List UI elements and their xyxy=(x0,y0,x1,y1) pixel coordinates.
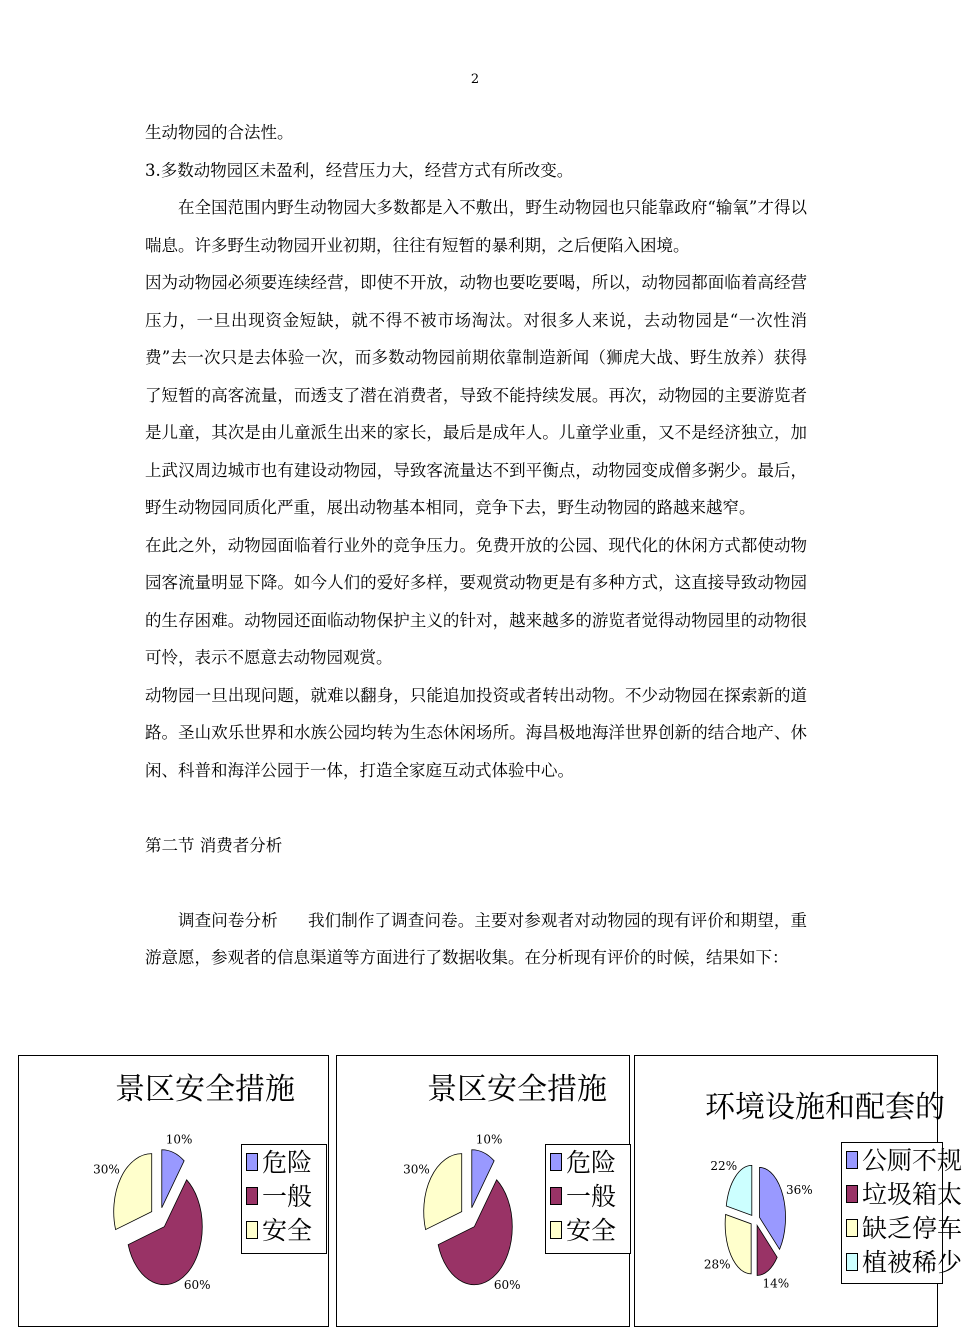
chart-title: 景区安全措施 xyxy=(115,1072,295,1107)
legend-label: 垃圾箱太 xyxy=(862,1179,962,1209)
data-label: 30% xyxy=(403,1162,430,1177)
page-number: 2 xyxy=(470,72,480,87)
legend-swatch xyxy=(550,1221,562,1239)
legend-swatch xyxy=(246,1187,258,1205)
legend-label: 一般 xyxy=(566,1181,617,1211)
legend-label: 危险 xyxy=(262,1147,313,1177)
legend-item xyxy=(842,1143,962,1177)
data-label: 36% xyxy=(786,1183,813,1198)
legend-swatch xyxy=(846,1253,858,1271)
body-text xyxy=(145,114,807,977)
legend-label: 植被稀少 xyxy=(862,1247,962,1277)
pie-chart-3 xyxy=(634,1055,962,1327)
chart-legend xyxy=(545,1144,631,1254)
legend-label: 公厕不规 xyxy=(862,1145,962,1175)
survey-paragraph xyxy=(145,902,807,977)
chart-title: 环境设施和配套的 xyxy=(705,1090,945,1125)
data-label: 10% xyxy=(165,1132,193,1147)
legend-swatch xyxy=(846,1151,858,1169)
legend-item xyxy=(546,1179,630,1213)
section-heading: 第二节 消费者分析 xyxy=(145,835,283,855)
paragraph: 在此之外，动物园面临着行业外的竞争压力。免费开放的公园、现代化的休闲方式都使动物园客流量明显下降。如今人们的爱好多样，要观赏动物更是有多种方式，这直接导致动物园的生存困难。动物园还面临动物保护主义的针对，越来越多的游览者觉得动物园里的动物很可怜，表示不愿意去动物园观赏。 xyxy=(145,535,807,667)
legend-swatch xyxy=(246,1221,258,1239)
legend-item xyxy=(546,1145,630,1179)
paragraph: 因为动物园必须要连续经营，即使不开放，动物也要吃要喝，所以，动物园都面临着高经营压力，一旦出现资金短缺，就不得不被市场淘汰。对很多人来说，去动物园是“一次性消费”去一次只是去体验一次，而多数动物园前期依靠制造新闻（狮虎大战、野生放养）获得了短暂的高客流量，而透支了潜在消费者，导致不能持续发展。再次，动物园的主要游览者是儿童，其次是由儿童派生出来的家长，最后是成年人。儿童学业重，又不是经济独立，加上武汉周边城市也有建设动物园，导致客流量达不到平衡点，动物园变成僧多粥少。最后，野生动物园同质化严重，展出动物基本相同，竞争下去，野生动物园的路越来越窄。 xyxy=(145,273,807,517)
legend-swatch xyxy=(550,1153,562,1171)
legend-label: 危险 xyxy=(566,1147,617,1177)
legend-label: 一般 xyxy=(262,1181,313,1211)
survey-text: 我们制作了调查问卷。主要对参观者对动物园的现有评价和期望，重游意愿，参观者的信息渠道等方面进行了数据收集。在分析现有评价的时候，结果如下： xyxy=(145,910,808,967)
text-line: 生动物园的合法性。 xyxy=(145,123,294,142)
paragraph: 在全国范围内野生动物园大多数都是入不敷出，野生动物园也只能靠政府“输氧”才得以喘息。许多野生动物园开业初期，往往有短暂的暴利期，之后便陷入困境。 xyxy=(145,198,807,255)
list-item-heading: 3.多数动物园区未盈利，经营压力大，经营方式有所改变。 xyxy=(145,160,574,180)
data-label: 28% xyxy=(703,1257,731,1272)
legend-label: 缺乏停车 xyxy=(862,1213,962,1243)
legend-item xyxy=(842,1177,962,1211)
pie-chart-2 xyxy=(336,1055,630,1327)
data-label: 30% xyxy=(93,1162,120,1177)
legend-item xyxy=(546,1213,630,1247)
legend-swatch xyxy=(550,1187,562,1205)
data-label: 60% xyxy=(183,1277,211,1292)
legend-label: 安全 xyxy=(566,1215,617,1245)
data-label: 10% xyxy=(475,1132,503,1147)
chart-title: 景区安全措施 xyxy=(427,1072,607,1107)
legend-item xyxy=(842,1245,962,1279)
legend-label: 安全 xyxy=(262,1215,313,1245)
pie-chart-1 xyxy=(18,1055,329,1327)
legend-item xyxy=(242,1179,326,1213)
legend-item xyxy=(842,1211,962,1245)
legend-item xyxy=(242,1145,326,1179)
data-label: 60% xyxy=(493,1277,521,1292)
legend-item xyxy=(242,1213,326,1247)
paragraph: 动物园一旦出现问题，就难以翻身，只能追加投资或者转出动物。不少动物园在探索新的道路。圣山欢乐世界和水族公园均转为生态休闲场所。海昌极地海洋世界创新的结合地产、休闲、科普和海洋公园于一体，打造全家庭互动式体验中心。 xyxy=(145,685,807,780)
survey-intro: 调查问卷分析 xyxy=(178,910,278,930)
legend-swatch xyxy=(246,1153,258,1171)
legend-swatch xyxy=(846,1185,858,1203)
chart-legend xyxy=(241,1144,327,1254)
legend-swatch xyxy=(846,1219,858,1237)
data-label: 22% xyxy=(710,1159,738,1174)
data-label: 14% xyxy=(762,1276,790,1291)
chart-legend xyxy=(841,1142,962,1284)
